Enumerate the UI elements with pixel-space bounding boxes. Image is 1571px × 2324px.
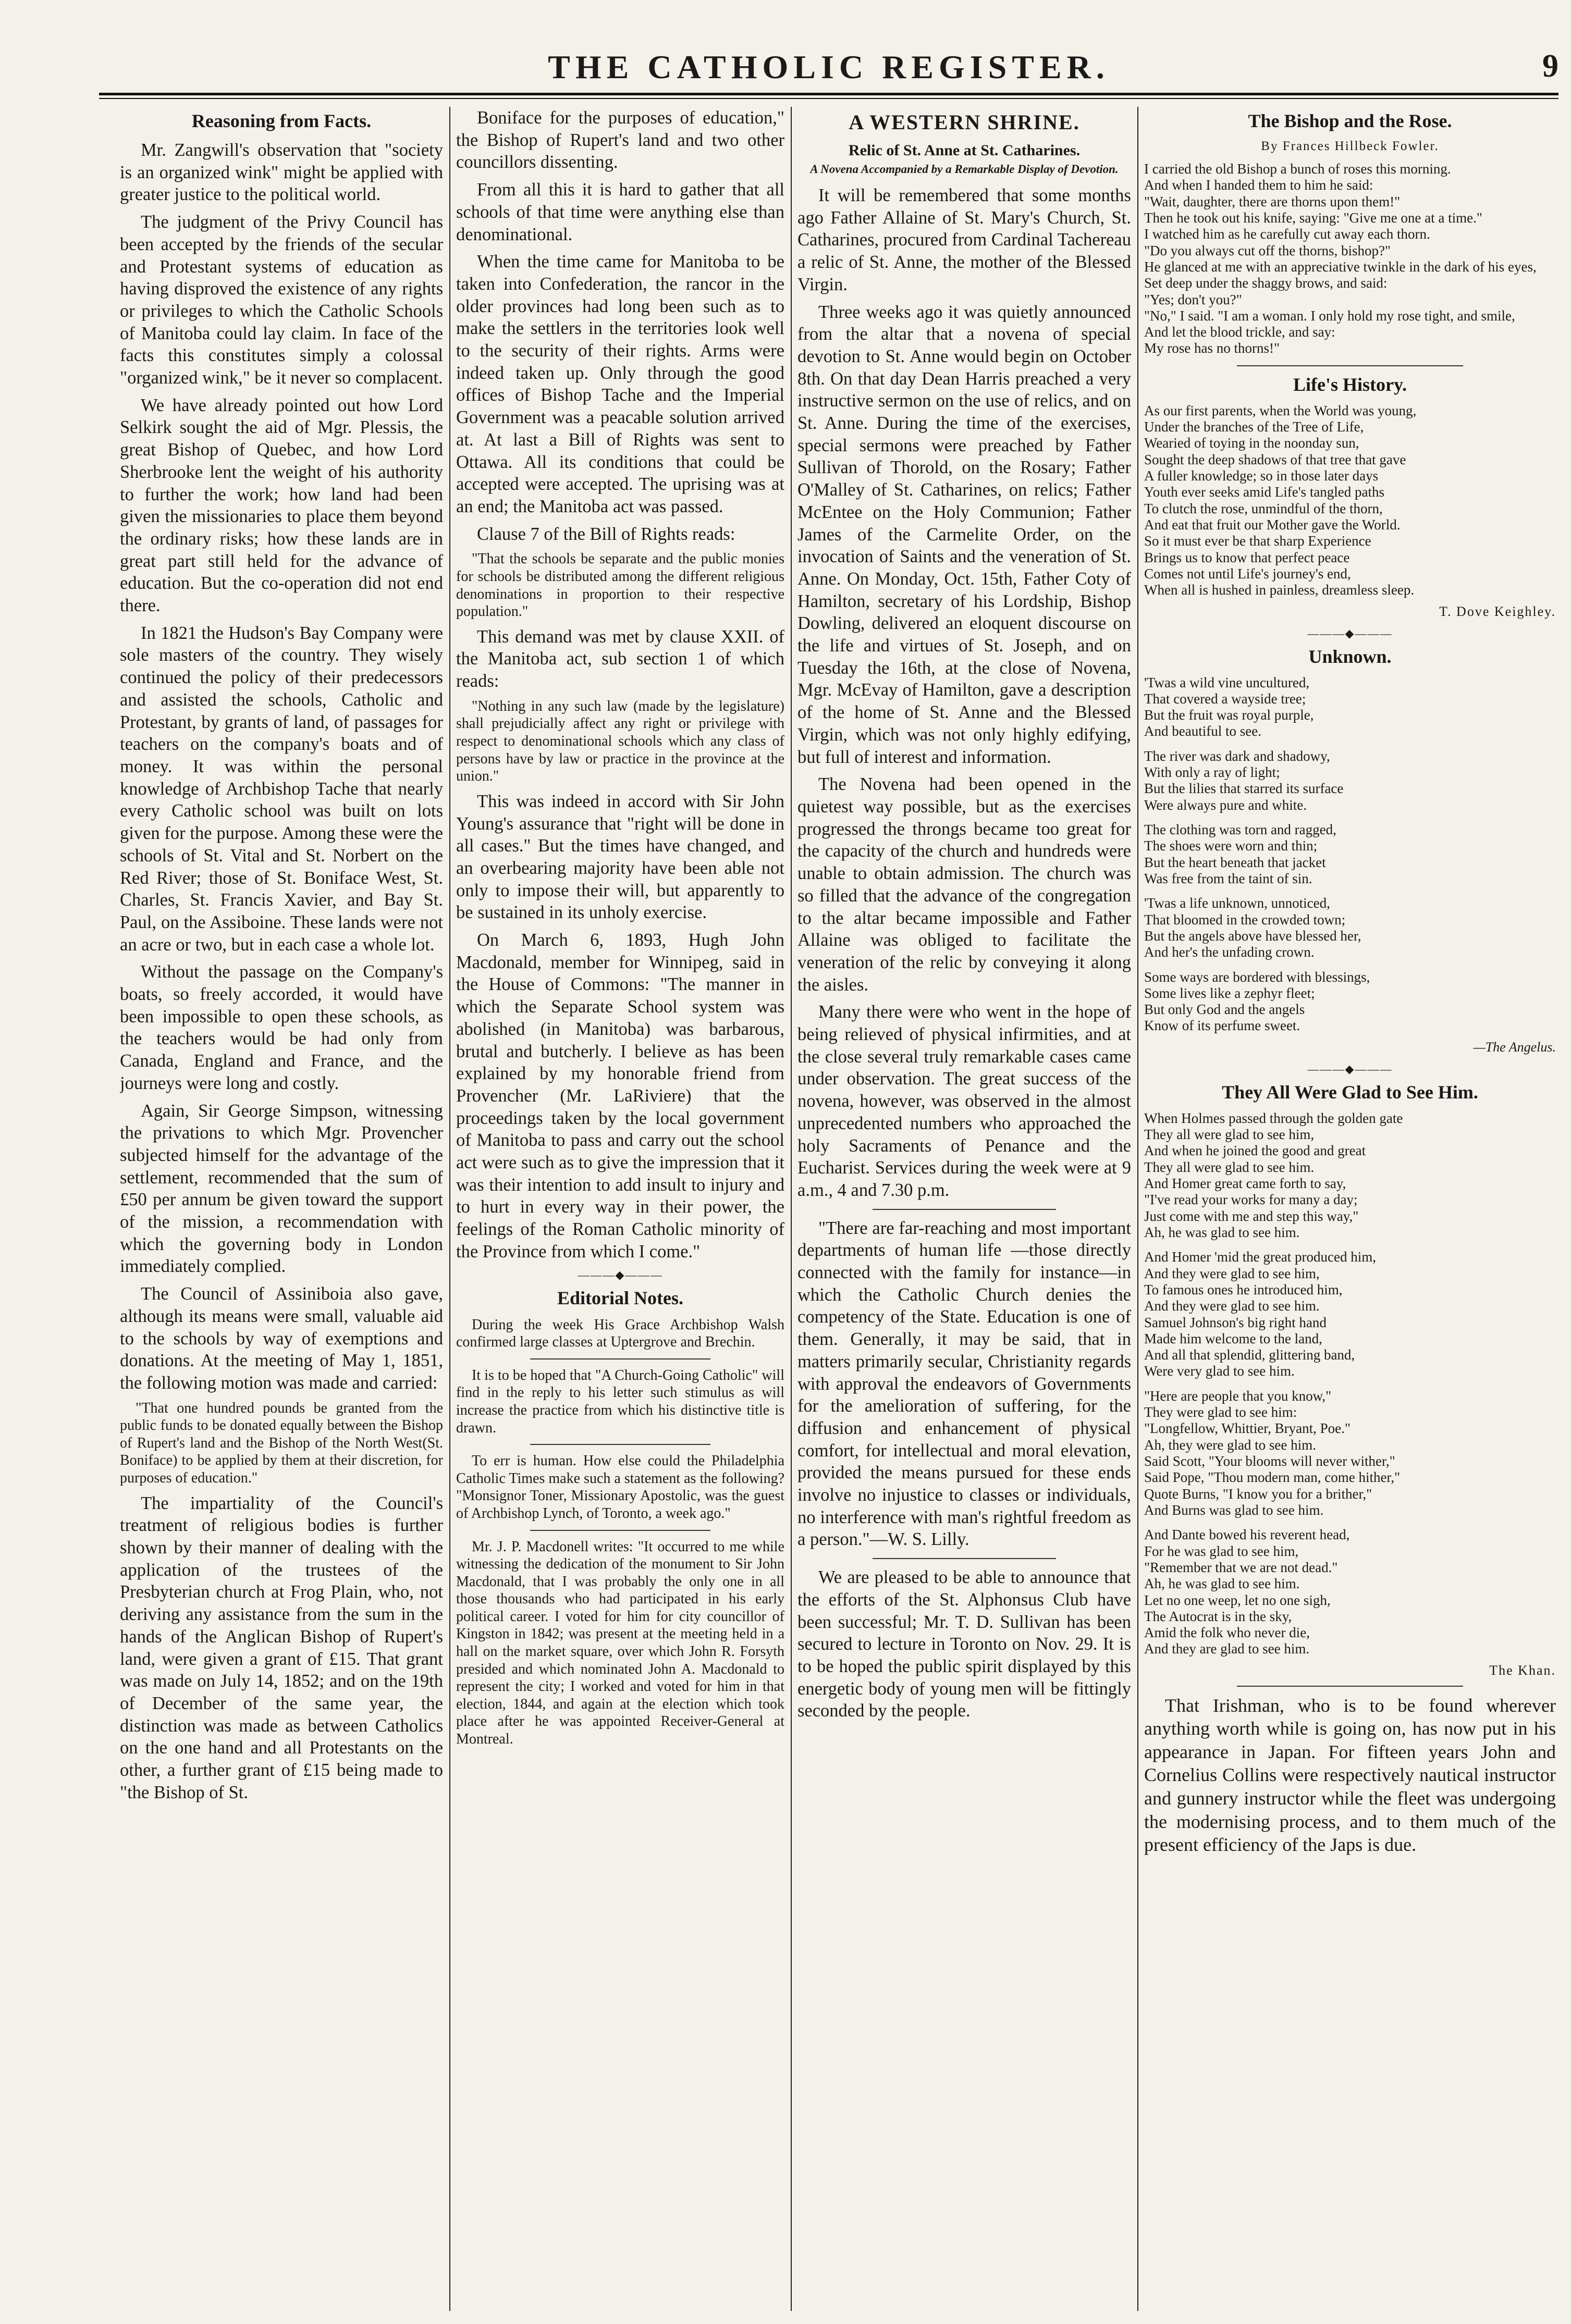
poem-signature: The Khan. bbox=[1489, 1662, 1556, 1678]
paragraph: We are pleased to be able to announce that the efforts of the St. Alphonsus Club have been successful; Mr. T. D. Sullivan has been secured to lecture in Toronto on Nov. 29. It is to be hoped the public spirit displayed by this energetic body of young men will be fittingly seconded by the people. bbox=[797, 1567, 1131, 1721]
column-rule-3 bbox=[1137, 107, 1138, 2311]
poem-stanza: "Here are people that you know," They were glad to see him: "Longfellow, Whittier, Bryant, Poe." Ah, they were glad to see him. Said Scott, "Your blooms will never wither," Said Pope, "Thou modern man, come hither," Quote Burns, "I know you for a brither," And Burns was glad to see him. bbox=[1144, 1388, 1401, 1518]
column-1 bbox=[120, 107, 443, 2311]
poem-stanza: And Homer 'mid the great produced him, And they were glad to see him, To famous ones he introduced him, And they were glad to see him. Samuel Johnson's big right hand Made him welcome to the land, And all that splendid, glittering band, Were very glad to see him. bbox=[1144, 1249, 1376, 1379]
masthead-rule-thin bbox=[99, 98, 1558, 99]
paragraph: This was indeed in accord with Sir John Young's assurance that "right will be done in all cases." But the times have changed, and an overbearing majority have been able not only to impose their will, but apparently to be sustained in its unholy exercise. bbox=[456, 791, 784, 923]
poem-body bbox=[1144, 675, 1556, 1034]
column-3 bbox=[797, 107, 1131, 2311]
page-number: 9 bbox=[1542, 48, 1558, 84]
separator-line bbox=[530, 1358, 711, 1359]
separator-line bbox=[1237, 1686, 1464, 1687]
paragraph: Boniface for the purposes of education," the Bishop of Rupert's land and two other councillors dissenting. bbox=[456, 108, 784, 172]
poem-stanza: When Holmes passed through the golden gate They all were glad to see him, And when he joined the good and great They all were glad to see him. And Homer great came forth to say, "I've read your works for many a day; Just come with me and step this way," Ah, he was glad to see him. bbox=[1144, 1110, 1403, 1240]
paragraph: The judgment of the Privy Council has been accepted by the friends of the secular and Protestant systems of education as having disproved the existence of any rights or privileges to which the Catholic Schools of Manitoba could lay claim. In face of the facts this constitutes simply a colossal "organized wink," be it never so complacent. bbox=[120, 212, 443, 388]
poem-stanza: 'Twas a wild vine uncultured, That covered a wayside tree; But the fruit was royal purple, And beautiful to see. bbox=[1144, 674, 1314, 739]
poem-title: They All Were Glad to See Him. bbox=[1222, 1081, 1478, 1103]
quoted-motion: "That one hundred pounds be granted from the public funds to be donated equally between the Bishop of Rupert's land and the Bishop of the North West(St. Boniface) to be applied by them at their discretion, for purposes of education." bbox=[120, 1400, 443, 1487]
ornament-separator: ———◆——— bbox=[1307, 626, 1393, 640]
paragraph: This demand was met by clause XXII. of the Manitoba act, sub section 1 of which reads: bbox=[456, 626, 784, 691]
poem-title: The Bishop and the Rose. bbox=[1248, 110, 1452, 131]
paragraph: Again, Sir George Simpson, witnessing the privations to which Mgr. Provencher subjected himself for the advantage of the settlement, recommended that the sum of £50 per annum be given toward the support of the mission, a recommendation with which the governing body in London immediately complied. bbox=[120, 1101, 443, 1277]
article-subheading: Relic of St. Anne at St. Catharines. bbox=[848, 142, 1081, 159]
poem-signature: T. Dove Keighley. bbox=[1439, 603, 1556, 619]
paragraph: Many there were who went in the hope of being relieved of physical infirmities, and at the close several truly remarkable cases came under observation. The great success of the novena, however, was observed in the almost unprecedented numbers who approached the holy Sacraments of Penance and the Eucharist. Services during the week were at 9 a.m., 4 and 7.30 p.m. bbox=[797, 1002, 1131, 1200]
separator-line bbox=[530, 1444, 711, 1445]
article-heading-editorial: Editorial Notes. bbox=[557, 1287, 683, 1308]
poem-stanza: And Dante bowed his reverent head, For he was glad to see him, "Remember that we are not dead." Ah, he was glad to see him. Let no one weep, let no one sigh, The Autocrat is in the sky, Amid the folk who never die, And they are glad to see him. bbox=[1144, 1527, 1350, 1657]
quoted-clause: "That the schools be separate and the public monies for schools be distributed among the different religious denominations in proportion to their respective population." bbox=[456, 551, 784, 620]
poem-stanza: 'Twas a life unknown, unnoticed, That bloomed in the crowded town; But the angels above have blessed her, And her's the unfading crown. bbox=[1144, 895, 1361, 960]
editorial-note: It is to be hoped that "A Church-Going Catholic" will find in the reply to his letter such stimulus as will increase the practice from which his distinctive title is drawn. bbox=[456, 1367, 784, 1436]
paragraph: When the time came for Manitoba to be taken into Confederation, the rancor in the older provinces had long been such as to make the settlers in the territories look well to the security of their rights. Arms were indeed taken up. Only through the good offices of Bishop Tache and the Imperial Government was a peacable solution arrived at. At last a Bill of Rights was sent to Ottawa. All its conditions that could be accepted were accepted. The uprising was at an end; the Manitoba act was passed. bbox=[456, 252, 784, 516]
column-rule-1 bbox=[449, 107, 450, 2311]
paragraph: On March 6, 1893, Hugh John Macdonald, member for Winnipeg, said in the House of Commons: "The manner in which the Separate School system was abolished (in Manitoba) was barbarous, brutal and butcherly. I believe as has been explained by my honorable friend from Provencher (Mr. LaRiviere) that the proceedings taken by the local government of Manitoba to pass and carry out the school act were such as to give the impression that it was their intention to add insult to injury and to hurt in every way in their power, the feelings of the Roman Catholic minority of the Province from which I come." bbox=[456, 930, 784, 1262]
paragraph: From all this it is hard to gather that all schools of that time were anything else than denominational. bbox=[456, 180, 784, 244]
poem-body bbox=[1144, 403, 1556, 599]
masthead-rule bbox=[99, 93, 1558, 95]
paragraph: That Irishman, who is to be found wherever anything worth while is going on, has now put in his appearance in Japan. For fifteen years John and Cornelius Collins were respectively nautical instructor and gunnery instructor while the fleet was undergoing the modernising process, and to them much of the present efficiency of the Japs is due. bbox=[1144, 1695, 1556, 1856]
column-2 bbox=[456, 107, 784, 2311]
separator-line bbox=[873, 1558, 1056, 1559]
poem-byline: By Frances Hillbeck Fowler. bbox=[1261, 139, 1439, 153]
poem-body bbox=[1144, 1110, 1556, 1658]
poem-stanza: I carried the old Bishop a bunch of roses this morning. And when I handed them to him he said: "Wait, daughter, there are thorns upon them!" Then he took out his knife, saying: "Give me one at a time." I watched him as he carefully cut away each thorn. "Do you always cut off the thorns, bishop?" He glanced at me with an appreciative twinkle in the dark of his eyes, Set deep under the shaggy brows, and said: "Yes; don't you?" "No," I said. "I am a woman. I only hold my rose tight, and smile, And let the blood trickle, and say: My rose has no thorns!" bbox=[1144, 161, 1537, 356]
editorial-note: During the week His Grace Archbishop Walsh confirmed large classes at Uptergrove and Brechin. bbox=[456, 1316, 784, 1351]
paragraph: Mr. Zangwill's observation that "society is an organized wink" might be applied with greater justice to the political world. bbox=[120, 140, 443, 205]
editorial-note: Mr. J. P. Macdonell writes: "It occurred to me while witnessing the dedication of the monument to Sir John Macdonald, that I was probably the only one in all those thousands who had participated in his early political career. I voted for him for city councillor of Kingston in 1842; was present at the meeting held in a hall on the market square, over which John R. Forsyth presided and which nominated John A. Macdonald to represent the city; I worked and voted for him in that election, 1844, and again at the election which took place after he was appointed Receiver-General at Montreal. bbox=[456, 1538, 784, 1748]
poem-title: Unknown. bbox=[1308, 646, 1392, 667]
newspaper-title: THE CATHOLIC REGISTER. bbox=[548, 48, 1110, 85]
poem-body bbox=[1144, 161, 1556, 357]
article-heading-reasoning: Reasoning from Facts. bbox=[191, 110, 372, 131]
paragraph: It will be remembered that some months ago Father Allaine of St. Mary's Church, St. Catharines, procured from Cardinal Tachereau a relic of St. Anne, the mother of the Blessed Virgin. bbox=[797, 186, 1131, 294]
separator-line bbox=[530, 1530, 711, 1531]
ornament-separator: ———◆——— bbox=[578, 1268, 663, 1281]
poem-stanza: The clothing was torn and ragged, The shoes were worn and thin; But the heart beneath that jacket Was free from the taint of sin. bbox=[1144, 822, 1336, 886]
separator-line bbox=[1237, 365, 1464, 366]
ornament-separator: ———◆——— bbox=[1307, 1062, 1393, 1076]
paragraph: Without the passage on the Company's boats, so freely accorded, it would have been impossible to open these schools, as the teachers would be had only from Canada, England and France, and the journeys were long and costly. bbox=[120, 962, 443, 1093]
paragraph: In 1821 the Hudson's Bay Company were sole masters of the country. They wisely continued the policy of their predecessors and assisted the schools, Catholic and Protestant, by grants of land, of passages for teachers on the company's boats and of money. It was within the personal knowledge of Archbishop Tache that nearly every Catholic school was built on lots given for the purpose. Among these were the schools of St. Vital and St. Norbert on the Red River; those of St. Boniface West, St. Charles, St. Francis Xavier, and Bay St. Paul, on the Assiboine. These lands were not an acre or two, but in each case a whole lot. bbox=[120, 623, 443, 955]
editorial-note: To err is human. How else could the Philadelphia Catholic Times make such a statement as the following? "Monsignor Toner, Missionary Apostolic, was the guest of Archbishop Lynch, of Toronto, a week ago." bbox=[456, 1453, 784, 1522]
poem-stanza: Some ways are bordered with blessings, Some lives like a zephyr fleet; But only God and the angels Know of its perfume sweet. bbox=[1144, 969, 1370, 1034]
poem-stanza: The river was dark and shadowy, With only a ray of light; But the lilies that starred its surface Were always pure and white. bbox=[1144, 748, 1344, 813]
article-heading-western-shrine: A WESTERN SHRINE. bbox=[849, 110, 1080, 134]
paragraph: The Council of Assiniboia also gave, although its means were small, valuable aid to the schools by way of exemptions and donations. At the meeting of May 1, 1851, the following motion was made and carried: bbox=[120, 1284, 443, 1393]
article-deck: A Novena Accompanied by a Remarkable Display of Devotion. bbox=[810, 163, 1119, 176]
paragraph: The Novena had been opened in the quietest way possible, but as the exercises progressed the throngs became too great for the capacity of the church and hundreds were unable to obtain admission. The church was so filled that the advance of the congregation to the altar became impossible and Father Allaine was obliged to facilitate the veneration of the relic by conveying it along the aisles. bbox=[797, 774, 1131, 995]
column-rule-2 bbox=[791, 107, 792, 2311]
masthead bbox=[99, 48, 1558, 96]
paragraph: We have already pointed out how Lord Selkirk sought the aid of Mgr. Plessis, the great Bishop of Quebec, and how Lord Sherbrooke lent the weight of his authority to further the work; how land had been given the missionaries to place them beyond the ordinary risks; how these lands are in great part still held for the advance of education. But the co-operation did not end there. bbox=[120, 395, 443, 616]
poem-stanza: As our first parents, when the World was young, Under the branches of the Tree of Life, Wearied of toying in the noonday sun, Sought the deep shadows of that tree that gave A fuller knowledge; so in those later days Youth ever seeks amid Life's tangled paths To clutch the rose, unmindful of the thorn, And eat that fruit our Mother gave the World. So it must ever be that sharp Experience Brings us to know that perfect peace Comes not until Life's journey's end, When all is hushed in painless, dreamless sleep. bbox=[1144, 402, 1417, 598]
paragraph: "There are far-reaching and most important departments of human life —those directly connected with the family for instance—in which the Catholic Church denies the competency of the State. Education is one of them. Generally, it may be said, that in matters primarily secular, Christianity regards with approval the endeavors of Governments for the amelioration of suffering, for the diffusion and enhancement of physical comfort, for intellectual and moral elevation, provided the means pursued for these ends involve no injustice to classes or individuals, no interference with man's rightful freedom as a person."—W. S. Lilly. bbox=[797, 1218, 1131, 1550]
poem-title: Life's History. bbox=[1293, 374, 1407, 395]
paragraph: Three weeks ago it was quietly announced from the altar that a novena of special devotion to St. Anne would begin on October 8th. On that day Dean Harris preached a very instructive sermon on the use of relics, and on St. Anne. During the time of the exercises, special sermons were preached by Father Sullivan of Thorold, on the Rosary; Father O'Malley of St. Catharines, on relics; Father McEntee on the Holy Communion; Father James of the Carmelite Order, on the invocation of Saints and the veneration of St. Anne. On Monday, Oct. 15th, Father Coty of Hamilton, secretary of his Lordship, Bishop Dowling, delivered an eloquent discourse on the life and virtues of St. Joseph, and on Tuesday the 16th, at the close of Novena, Mgr. McEvay of Hamilton, gave a description of the home of St. Anne and the Blessed Virgin, which was not only highly edifying, but full of interest and information. bbox=[797, 302, 1131, 767]
paragraph: The impartiality of the Council's treatment of religious bodies is further shown by their manner of dealing with the application of the trustees of the Presbyterian church at Frog Plain, who, not deriving any assistance from the sum in the hands of the Anglican Bishop of Rupert's land, were given a grant of £15. That grant was made on July 14, 1852; and on the 19th of December of the same year, the distinction was made as between Catholics on the one hand and all Protestants on the other, a further grant of £15 being made to "the Bishop of St. bbox=[120, 1493, 443, 1802]
quoted-clause: "Nothing in any such law (made by the legislature) shall prejudicially affect any right or privilege with respect to denominational schools which any class of persons have by law or practice in the province at the union." bbox=[456, 698, 784, 785]
column-4 bbox=[1144, 107, 1556, 2311]
paragraph: Clause 7 of the Bill of Rights reads: bbox=[477, 524, 735, 544]
poem-signature: —The Angelus. bbox=[1473, 1039, 1556, 1055]
separator-line bbox=[873, 1209, 1056, 1210]
